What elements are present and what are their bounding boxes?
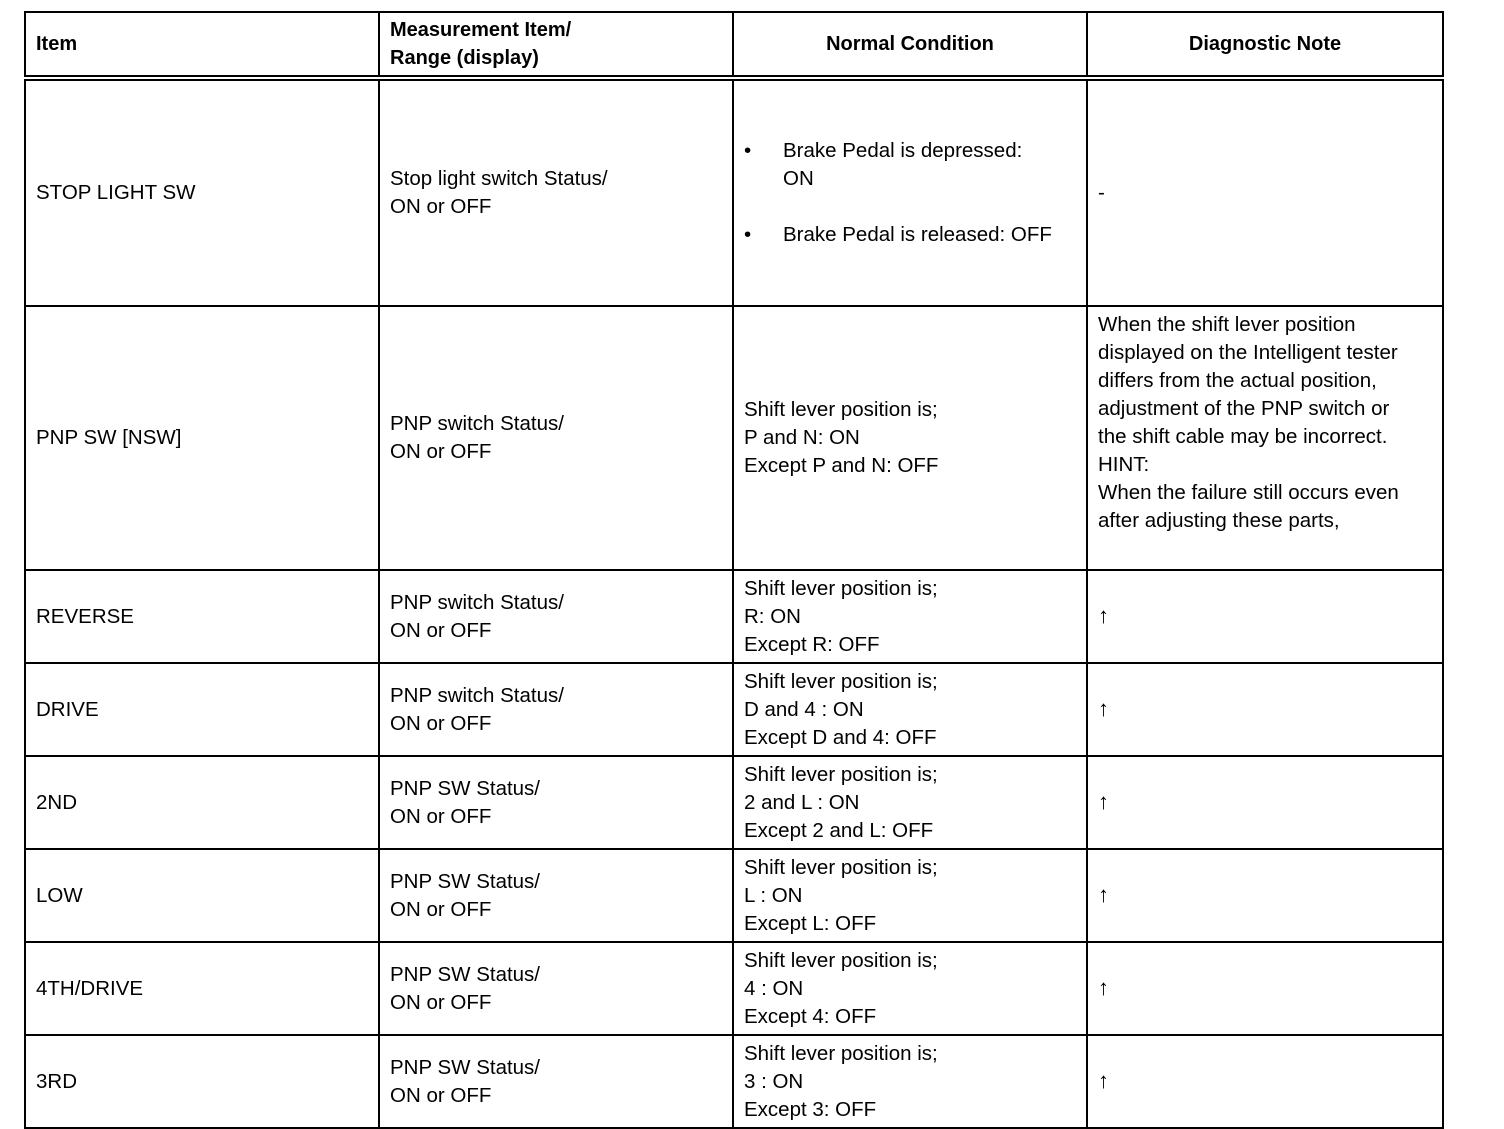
up-arrow-icon: ↑: [1098, 789, 1109, 814]
table-row: [25, 942, 1443, 1035]
cell-normal-condition: Shift lever position is; P and N: ON Except P and N: OFF: [733, 306, 1087, 570]
cell-item: DRIVE: [25, 663, 379, 756]
cell-item: LOW: [25, 849, 379, 942]
table-row: [25, 756, 1443, 849]
cell-normal-condition: Shift lever position is; R: ON Except R: OFF: [733, 570, 1087, 663]
up-arrow-icon: ↑: [1098, 603, 1109, 628]
cell-diagnostic-note: [1087, 849, 1443, 942]
header-normal-condition: Normal Condition: [733, 12, 1087, 78]
table-header-row: [25, 12, 1443, 78]
cell-item: STOP LIGHT SW: [25, 78, 379, 306]
list-item: [744, 221, 1076, 249]
cell-diagnostic-note: [1087, 756, 1443, 849]
cell-diagnostic-note: [1087, 942, 1443, 1035]
table-row: [25, 570, 1443, 663]
header-measurement: Measurement Item/ Range (display): [379, 12, 733, 78]
header-item: Item: [25, 12, 379, 78]
cell-normal-condition: Shift lever position is; 2 and L : ON Except 2 and L: OFF: [733, 756, 1087, 849]
cell-item: 3RD: [25, 1035, 379, 1128]
cell-measurement: PNP switch Status/ ON or OFF: [379, 663, 733, 756]
cell-measurement: PNP SW Status/ ON or OFF: [379, 1035, 733, 1128]
up-arrow-icon: ↑: [1098, 696, 1109, 721]
up-arrow-icon: ↑: [1098, 882, 1109, 907]
up-arrow-icon: ↑: [1098, 1068, 1109, 1093]
cell-diagnostic-note: [1087, 570, 1443, 663]
bullet-text: Brake Pedal is released: OFF: [783, 223, 1052, 246]
cell-diagnostic-note: [1087, 1035, 1443, 1128]
cell-measurement: PNP switch Status/ ON or OFF: [379, 306, 733, 570]
bullet-list: [744, 109, 1076, 277]
table-row: [25, 306, 1443, 570]
cell-measurement: PNP SW Status/ ON or OFF: [379, 942, 733, 1035]
up-arrow-icon: ↑: [1098, 975, 1109, 1000]
cell-normal-condition: Shift lever position is; D and 4 : ON Except D and 4: OFF: [733, 663, 1087, 756]
cell-measurement: PNP SW Status/ ON or OFF: [379, 756, 733, 849]
cell-item: PNP SW [NSW]: [25, 306, 379, 570]
table-row: [25, 78, 1443, 306]
cell-normal-condition: [733, 78, 1087, 306]
cell-diagnostic-note: [1087, 663, 1443, 756]
cell-diagnostic-note: When the shift lever position displayed on the Intelligent tester differs from the actual position, adjustment of the PNP switch or the shift cable may be incorrect. HINT: When the failure still occurs even after adjusting these parts,: [1087, 306, 1443, 570]
bullet-icon: •: [744, 223, 752, 246]
cell-item: 4TH/DRIVE: [25, 942, 379, 1035]
cell-normal-condition: Shift lever position is; L : ON Except L: OFF: [733, 849, 1087, 942]
cell-diagnostic-note: -: [1087, 78, 1443, 306]
header-diagnostic-note: Diagnostic Note: [1087, 12, 1443, 78]
table-row: [25, 1035, 1443, 1128]
cell-normal-condition: Shift lever position is; 4 : ON Except 4: OFF: [733, 942, 1087, 1035]
cell-item: REVERSE: [25, 570, 379, 663]
cell-measurement: Stop light switch Status/ ON or OFF: [379, 78, 733, 306]
cell-measurement: PNP SW Status/ ON or OFF: [379, 849, 733, 942]
cell-measurement: PNP switch Status/ ON or OFF: [379, 570, 733, 663]
diagnostic-data-table: [24, 11, 1444, 1129]
bullet-text: Brake Pedal is depressed: ON: [783, 139, 1023, 190]
cell-normal-condition: Shift lever position is; 3 : ON Except 3: OFF: [733, 1035, 1087, 1128]
cell-item: 2ND: [25, 756, 379, 849]
bullet-icon: •: [744, 139, 752, 162]
table-row: [25, 663, 1443, 756]
list-item: [744, 137, 1076, 193]
table-row: [25, 849, 1443, 942]
